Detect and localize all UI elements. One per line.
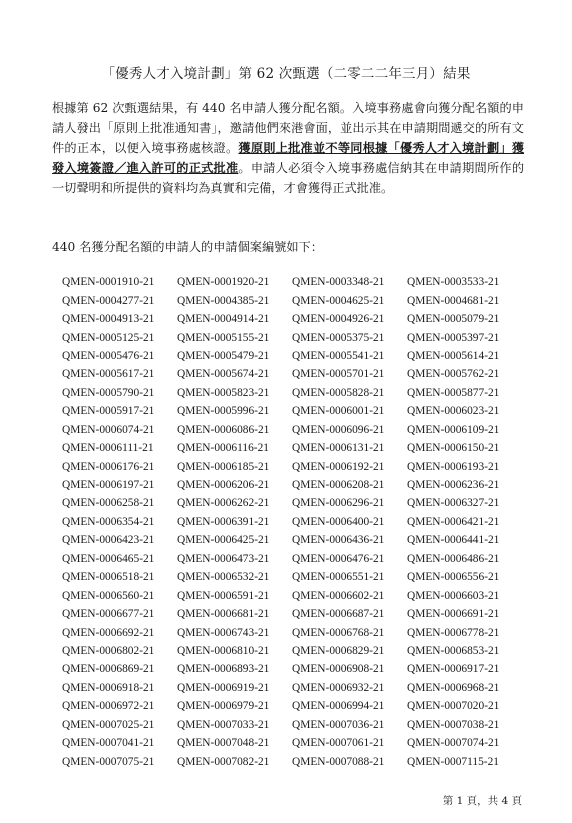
case-number: QMEN-0007033-21 [177, 718, 270, 731]
table-row [62, 457, 522, 475]
paragraph-text: 根據第 62 次甄選結果，有 440 名申請人獲分配名額。入境事務處會向獲分配名額的申請人發出「原則上批准通知書」，邀請他們來港會面，並出示其在申請期間遞交的所有文件的正本，以便入境事務處核證。 [52, 101, 524, 155]
table-row [62, 697, 522, 715]
case-number: QMEN-0006687-21 [292, 608, 385, 621]
case-number: QMEN-0005917-21 [62, 405, 155, 418]
table-row [62, 328, 522, 346]
paragraph-emphasis: 獲原則上批准並不等同根據「優秀人才入境計劃」獲發入境簽證／進入許可的正式批准 [52, 141, 525, 175]
case-number: QMEN-0006192-21 [292, 460, 385, 473]
case-number: QMEN-0005701-21 [292, 368, 385, 381]
table-row [62, 605, 522, 623]
case-number: QMEN-0005674-21 [177, 368, 270, 381]
table-row [62, 642, 522, 660]
table-row [62, 568, 522, 586]
case-number: QMEN-0006176-21 [62, 460, 155, 473]
case-number: QMEN-0006869-21 [62, 663, 155, 676]
case-number: QMEN-0006908-21 [292, 663, 385, 676]
table-row [62, 421, 522, 439]
case-number: QMEN-0006972-21 [62, 700, 155, 713]
case-number: QMEN-0006086-21 [177, 423, 270, 436]
case-number: QMEN-0007075-21 [62, 755, 155, 768]
case-number: QMEN-0006802-21 [62, 644, 155, 657]
case-number: QMEN-0001910-21 [62, 276, 155, 289]
case-number: QMEN-0006096-21 [292, 423, 385, 436]
table-row [62, 586, 522, 604]
case-number: QMEN-0006001-21 [292, 405, 385, 418]
case-number: QMEN-0007074-21 [407, 737, 500, 750]
case-number: QMEN-0006436-21 [292, 534, 385, 547]
case-number: QMEN-0006556-21 [407, 571, 500, 584]
table-row [62, 550, 522, 568]
case-number: QMEN-0005375-21 [292, 331, 385, 344]
case-number: QMEN-0003348-21 [292, 276, 385, 289]
table-row [62, 752, 522, 770]
case-number: QMEN-0006197-21 [62, 479, 155, 492]
table-row [62, 310, 522, 328]
case-number: QMEN-0006919-21 [177, 681, 270, 694]
results-paragraph [52, 98, 524, 198]
case-number: QMEN-0006208-21 [292, 479, 385, 492]
table-row [62, 716, 522, 734]
case-number: QMEN-0006391-21 [177, 515, 270, 528]
case-number: QMEN-0006421-21 [407, 515, 500, 528]
case-number: QMEN-0006979-21 [177, 700, 270, 713]
case-number: QMEN-0006473-21 [177, 552, 270, 565]
case-number: QMEN-0006150-21 [407, 442, 500, 455]
case-number: QMEN-0006116-21 [177, 442, 269, 455]
case-number: QMEN-0005155-21 [177, 331, 270, 344]
case-number: QMEN-0006262-21 [177, 497, 270, 510]
case-number-grid [62, 273, 522, 771]
case-number: QMEN-0006074-21 [62, 423, 155, 436]
case-number: QMEN-0004926-21 [292, 313, 385, 326]
page-footer: 第 1 頁，共 4 頁 [442, 795, 522, 807]
case-number: QMEN-0006400-21 [292, 515, 385, 528]
case-number: QMEN-0005476-21 [62, 349, 155, 362]
case-number: QMEN-0006296-21 [292, 497, 385, 510]
table-row [62, 494, 522, 512]
case-number: QMEN-0005790-21 [62, 386, 155, 399]
case-number: QMEN-0007020-21 [407, 700, 500, 713]
case-number: QMEN-0006023-21 [407, 405, 500, 418]
case-number: QMEN-0007038-21 [407, 718, 500, 731]
case-number: QMEN-0004385-21 [177, 294, 270, 307]
case-number: QMEN-0005877-21 [407, 386, 500, 399]
case-number: QMEN-0007088-21 [292, 755, 385, 768]
case-number: QMEN-0005125-21 [62, 331, 155, 344]
case-number: QMEN-0006423-21 [62, 534, 155, 547]
case-number: QMEN-0005823-21 [177, 386, 270, 399]
case-number: QMEN-0006768-21 [292, 626, 385, 639]
paragraph-text: 。申請人必須令入境事務處信納其在申請期間所作的一切聲明和所提供的資料均為真實和完備，才會獲得正式批准。 [52, 161, 525, 195]
case-number: QMEN-0006893-21 [177, 663, 270, 676]
case-number: QMEN-0006691-21 [407, 608, 500, 621]
table-row [62, 384, 522, 402]
case-number: QMEN-0007025-21 [62, 718, 155, 731]
case-number: QMEN-0006743-21 [177, 626, 270, 639]
case-number: QMEN-0006677-21 [62, 608, 155, 621]
case-number: QMEN-0006917-21 [407, 663, 500, 676]
case-number: QMEN-0006603-21 [407, 589, 500, 602]
case-number: QMEN-0004681-21 [407, 294, 500, 307]
table-row [62, 531, 522, 549]
table-row [62, 291, 522, 309]
case-number: QMEN-0005479-21 [177, 349, 270, 362]
case-number: QMEN-0006131-21 [292, 442, 385, 455]
case-number: QMEN-0006681-21 [177, 608, 270, 621]
case-number: QMEN-0005079-21 [407, 313, 500, 326]
case-number: QMEN-0006441-21 [407, 534, 500, 547]
table-row [62, 439, 522, 457]
case-number: QMEN-0007048-21 [177, 737, 270, 750]
case-number: QMEN-0006778-21 [407, 626, 500, 639]
case-number: QMEN-0003533-21 [407, 276, 500, 289]
case-number: QMEN-0006486-21 [407, 552, 500, 565]
case-number: QMEN-0006236-21 [407, 479, 500, 492]
table-row [62, 513, 522, 531]
table-row [62, 365, 522, 383]
case-number: QMEN-0004277-21 [62, 294, 155, 307]
case-number: QMEN-0006354-21 [62, 515, 155, 528]
table-row [62, 476, 522, 494]
case-number: QMEN-0006810-21 [177, 644, 270, 657]
case-number: QMEN-0006518-21 [62, 571, 155, 584]
case-number: QMEN-0007115-21 [407, 755, 499, 768]
case-number: QMEN-0006551-21 [292, 571, 385, 584]
case-number: QMEN-0007036-21 [292, 718, 385, 731]
case-number: QMEN-0006476-21 [292, 552, 385, 565]
case-number: QMEN-0007082-21 [177, 755, 270, 768]
table-row [62, 347, 522, 365]
case-number: QMEN-0007061-21 [292, 737, 385, 750]
case-number: QMEN-0006994-21 [292, 700, 385, 713]
case-number: QMEN-0006109-21 [407, 423, 500, 436]
table-row [62, 734, 522, 752]
case-number: QMEN-0005996-21 [177, 405, 270, 418]
case-number: QMEN-0005617-21 [62, 368, 155, 381]
case-number: QMEN-0007041-21 [62, 737, 155, 750]
case-number: QMEN-0006185-21 [177, 460, 270, 473]
case-number: QMEN-0006829-21 [292, 644, 385, 657]
case-number: QMEN-0006532-21 [177, 571, 270, 584]
case-number: QMEN-0006918-21 [62, 681, 155, 694]
case-number: QMEN-0006692-21 [62, 626, 155, 639]
case-number: QMEN-0006560-21 [62, 589, 155, 602]
case-number: QMEN-0005762-21 [407, 368, 500, 381]
case-number: QMEN-0001920-21 [177, 276, 270, 289]
case-number: QMEN-0004913-21 [62, 313, 155, 326]
case-number: QMEN-0006591-21 [177, 589, 270, 602]
case-number: QMEN-0004914-21 [177, 313, 270, 326]
case-number: QMEN-0005614-21 [407, 349, 500, 362]
case-number: QMEN-0006111-21 [62, 442, 154, 455]
case-number: QMEN-0006193-21 [407, 460, 500, 473]
table-row [62, 402, 522, 420]
case-number: QMEN-0005828-21 [292, 386, 385, 399]
case-number: QMEN-0006853-21 [407, 644, 500, 657]
case-number: QMEN-0006425-21 [177, 534, 270, 547]
case-number: QMEN-0006465-21 [62, 552, 155, 565]
case-number: QMEN-0005397-21 [407, 331, 500, 344]
table-row [62, 623, 522, 641]
case-number: QMEN-0005541-21 [292, 349, 385, 362]
case-number: QMEN-0006968-21 [407, 681, 500, 694]
case-number: QMEN-0006206-21 [177, 479, 270, 492]
table-row [62, 273, 522, 291]
case-number: QMEN-0006932-21 [292, 681, 385, 694]
page-title: 「優秀人才入境計劃」第 62 次甄選（二零二二年三月）結果 [101, 66, 471, 82]
case-number: QMEN-0006327-21 [407, 497, 500, 510]
case-number: QMEN-0006602-21 [292, 589, 385, 602]
case-number: QMEN-0004625-21 [292, 294, 385, 307]
table-row [62, 679, 522, 697]
table-row [62, 660, 522, 678]
case-number: QMEN-0006258-21 [62, 497, 155, 510]
list-intro: 440 名獲分配名額的申請人的申請個案編號如下： [52, 240, 323, 254]
